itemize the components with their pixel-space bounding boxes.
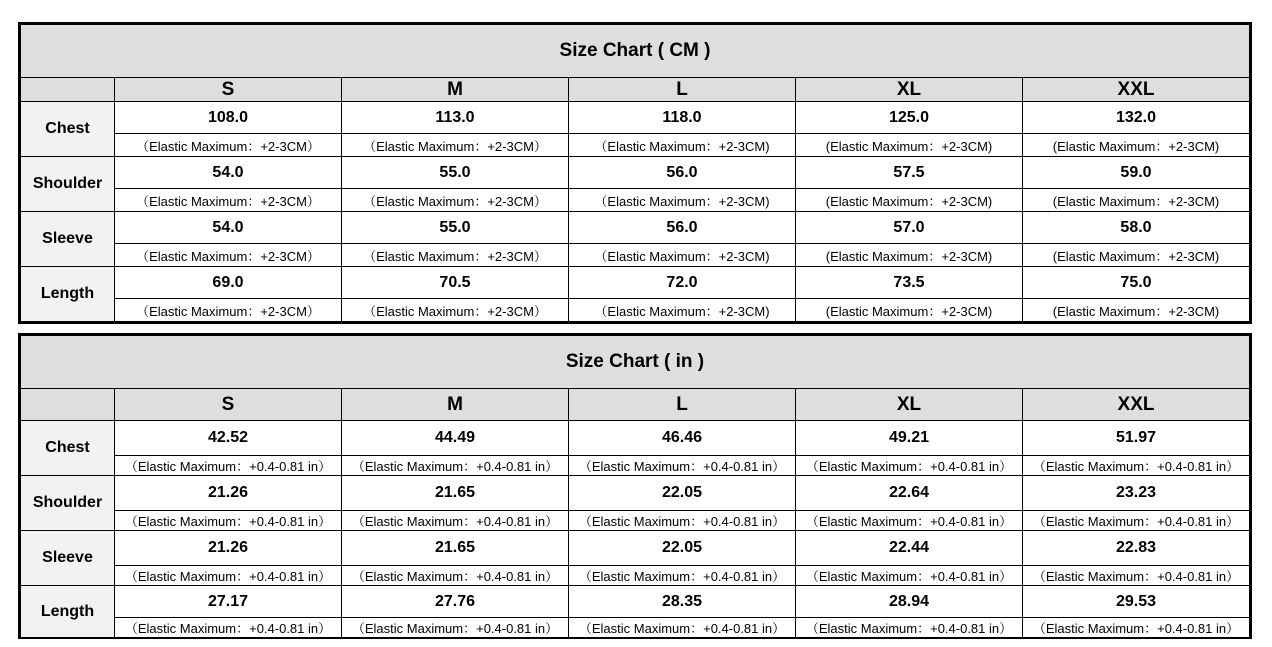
elastic-note: （Elastic Maximum：+2-3CM) xyxy=(569,299,796,322)
row-label-length: Length xyxy=(21,586,115,638)
elastic-note: （Elastic Maximum：+0.4-0.81 in） xyxy=(115,511,342,531)
value-cell: 22.83 xyxy=(1023,531,1250,566)
elastic-note: （Elastic Maximum：+0.4-0.81 in） xyxy=(342,456,569,476)
size-header-s: S xyxy=(115,78,342,102)
value-cell: 21.65 xyxy=(342,531,569,566)
elastic-note: （Elastic Maximum：+2-3CM) xyxy=(569,244,796,267)
elastic-note: (Elastic Maximum：+2-3CM) xyxy=(1023,189,1250,212)
value-cell: 29.53 xyxy=(1023,586,1250,618)
elastic-note: （Elastic Maximum：+2-3CM） xyxy=(342,189,569,212)
size-table-in xyxy=(20,335,1250,638)
value-cell: 57.0 xyxy=(796,212,1023,244)
value-cell: 72.0 xyxy=(569,267,796,299)
elastic-note: (Elastic Maximum：+2-3CM) xyxy=(1023,299,1250,322)
elastic-note: (Elastic Maximum：+2-3CM) xyxy=(796,134,1023,157)
size-header-xxl: XXL xyxy=(1023,389,1250,421)
value-cell: 118.0 xyxy=(569,102,796,134)
elastic-note: （Elastic Maximum：+2-3CM） xyxy=(342,134,569,157)
elastic-note: （Elastic Maximum：+0.4-0.81 in） xyxy=(342,511,569,531)
value-cell: 59.0 xyxy=(1023,157,1250,189)
value-cell: 21.26 xyxy=(115,476,342,511)
value-cell: 132.0 xyxy=(1023,102,1250,134)
value-cell: 49.21 xyxy=(796,421,1023,456)
row-label-shoulder: Shoulder xyxy=(21,157,115,212)
value-cell: 28.35 xyxy=(569,586,796,618)
value-cell: 55.0 xyxy=(342,212,569,244)
value-cell: 56.0 xyxy=(569,157,796,189)
value-cell: 22.05 xyxy=(569,531,796,566)
elastic-note: （Elastic Maximum：+0.4-0.81 in） xyxy=(796,618,1023,638)
value-cell: 44.49 xyxy=(342,421,569,456)
elastic-note: （Elastic Maximum：+0.4-0.81 in） xyxy=(1023,566,1250,586)
elastic-note: （Elastic Maximum：+2-3CM） xyxy=(115,299,342,322)
value-cell: 21.26 xyxy=(115,531,342,566)
value-cell: 54.0 xyxy=(115,157,342,189)
size-header-m: M xyxy=(342,78,569,102)
value-cell: 22.44 xyxy=(796,531,1023,566)
value-cell: 73.5 xyxy=(796,267,1023,299)
value-cell: 57.5 xyxy=(796,157,1023,189)
elastic-note: （Elastic Maximum：+0.4-0.81 in） xyxy=(796,566,1023,586)
elastic-note: (Elastic Maximum：+2-3CM) xyxy=(796,299,1023,322)
header-corner xyxy=(21,78,115,102)
value-cell: 51.97 xyxy=(1023,421,1250,456)
row-label-shoulder: Shoulder xyxy=(21,476,115,531)
elastic-note: （Elastic Maximum：+0.4-0.81 in） xyxy=(342,618,569,638)
size-header-l: L xyxy=(569,389,796,421)
elastic-note: （Elastic Maximum：+2-3CM） xyxy=(115,244,342,267)
elastic-note: （Elastic Maximum：+2-3CM) xyxy=(569,189,796,212)
value-cell: 58.0 xyxy=(1023,212,1250,244)
value-cell: 54.0 xyxy=(115,212,342,244)
elastic-note: （Elastic Maximum：+0.4-0.81 in） xyxy=(342,566,569,586)
row-label-chest: Chest xyxy=(21,421,115,476)
value-cell: 27.76 xyxy=(342,586,569,618)
value-cell: 75.0 xyxy=(1023,267,1250,299)
elastic-note: （Elastic Maximum：+2-3CM） xyxy=(342,299,569,322)
value-cell: 46.46 xyxy=(569,421,796,456)
elastic-note: (Elastic Maximum：+2-3CM) xyxy=(1023,244,1250,267)
size-header-m: M xyxy=(342,389,569,421)
value-cell: 56.0 xyxy=(569,212,796,244)
size-header-xxl: XXL xyxy=(1023,78,1250,102)
chart-title: Size Chart ( CM ) xyxy=(21,25,1250,78)
elastic-note: （Elastic Maximum：+2-3CM） xyxy=(342,244,569,267)
elastic-note: （Elastic Maximum：+0.4-0.81 in） xyxy=(569,618,796,638)
elastic-note: (Elastic Maximum：+2-3CM) xyxy=(1023,134,1250,157)
value-cell: 22.64 xyxy=(796,476,1023,511)
elastic-note: （Elastic Maximum：+2-3CM） xyxy=(115,189,342,212)
value-cell: 23.23 xyxy=(1023,476,1250,511)
elastic-note: （Elastic Maximum：+0.4-0.81 in） xyxy=(1023,456,1250,476)
elastic-note: （Elastic Maximum：+0.4-0.81 in） xyxy=(1023,511,1250,531)
elastic-note: （Elastic Maximum：+0.4-0.81 in） xyxy=(115,618,342,638)
value-cell: 55.0 xyxy=(342,157,569,189)
value-cell: 27.17 xyxy=(115,586,342,618)
elastic-note: （Elastic Maximum：+0.4-0.81 in） xyxy=(569,511,796,531)
elastic-note: （Elastic Maximum：+0.4-0.81 in） xyxy=(115,456,342,476)
elastic-note: (Elastic Maximum：+2-3CM) xyxy=(796,189,1023,212)
value-cell: 42.52 xyxy=(115,421,342,456)
elastic-note: （Elastic Maximum：+2-3CM) xyxy=(569,134,796,157)
size-header-l: L xyxy=(569,78,796,102)
size-header-xl: XL xyxy=(796,78,1023,102)
value-cell: 108.0 xyxy=(115,102,342,134)
value-cell: 21.65 xyxy=(342,476,569,511)
elastic-note: （Elastic Maximum：+0.4-0.81 in） xyxy=(569,566,796,586)
row-label-chest: Chest xyxy=(21,102,115,157)
elastic-note: （Elastic Maximum：+2-3CM） xyxy=(115,134,342,157)
header-corner xyxy=(21,389,115,421)
size-header-s: S xyxy=(115,389,342,421)
size-header-xl: XL xyxy=(796,389,1023,421)
elastic-note: （Elastic Maximum：+0.4-0.81 in） xyxy=(569,456,796,476)
elastic-note: （Elastic Maximum：+0.4-0.81 in） xyxy=(796,456,1023,476)
value-cell: 125.0 xyxy=(796,102,1023,134)
elastic-note: （Elastic Maximum：+0.4-0.81 in） xyxy=(115,566,342,586)
value-cell: 70.5 xyxy=(342,267,569,299)
size-chart-cm xyxy=(18,22,1252,324)
value-cell: 69.0 xyxy=(115,267,342,299)
chart-title: Size Chart ( in ) xyxy=(21,336,1250,389)
value-cell: 113.0 xyxy=(342,102,569,134)
row-label-sleeve: Sleeve xyxy=(21,212,115,267)
value-cell: 28.94 xyxy=(796,586,1023,618)
elastic-note: （Elastic Maximum：+0.4-0.81 in） xyxy=(1023,618,1250,638)
size-table-cm xyxy=(20,24,1250,322)
size-chart-in xyxy=(18,333,1252,639)
value-cell: 22.05 xyxy=(569,476,796,511)
row-label-length: Length xyxy=(21,267,115,322)
elastic-note: （Elastic Maximum：+0.4-0.81 in） xyxy=(796,511,1023,531)
elastic-note: (Elastic Maximum：+2-3CM) xyxy=(796,244,1023,267)
row-label-sleeve: Sleeve xyxy=(21,531,115,586)
